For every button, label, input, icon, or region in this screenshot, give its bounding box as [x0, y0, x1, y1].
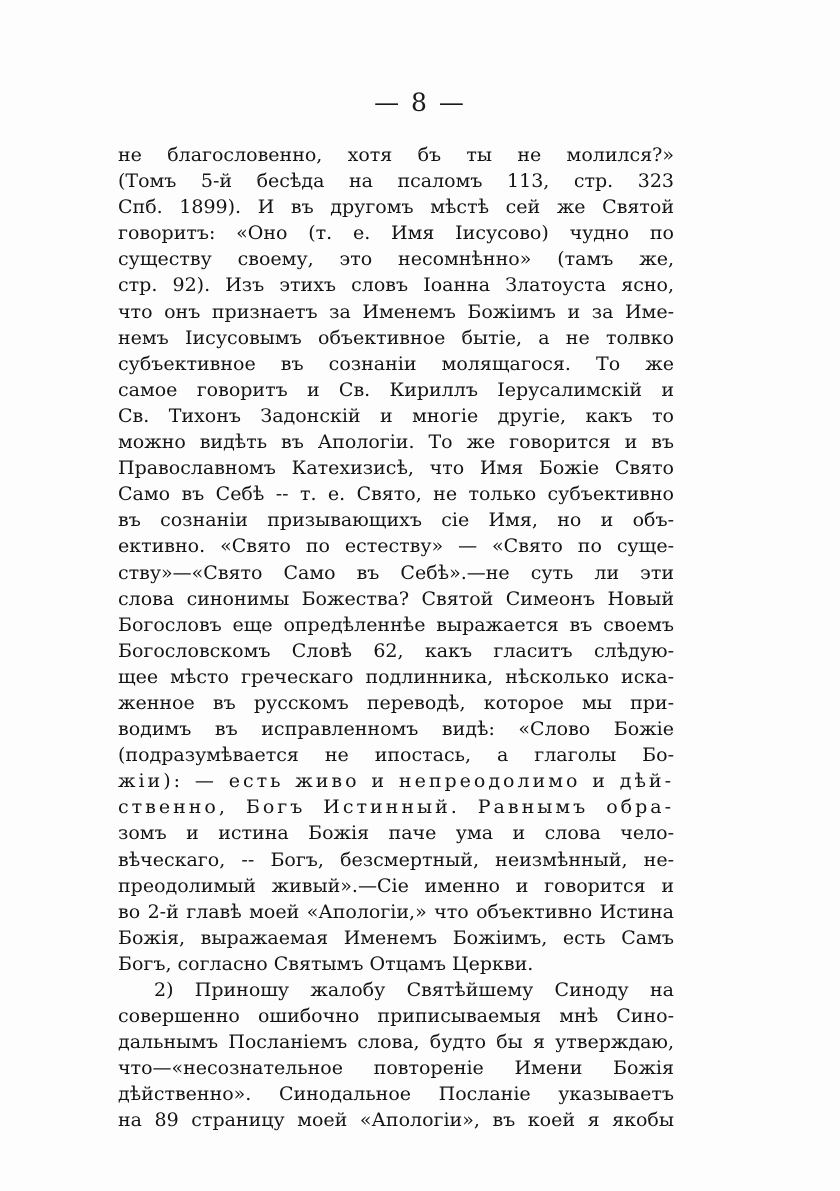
text-line: слова синонимы Божества? Святой Симеонъ Новый: [118, 587, 674, 610]
text-line: въ сознаніи призывающихъ сіе Имя, но и объ-: [118, 509, 674, 532]
text-line: (Томъ 5-й бесѣда на псаломъ 113, стр. 323: [118, 170, 674, 193]
text-line: во 2-й главѣ моей «Апологіи,» что объективно Истина: [118, 900, 674, 923]
text-line: можно видѣть въ Апологіи. То же говорится и въ: [118, 431, 674, 454]
text-line: жіи): — есть живо и непреодолимо и дѣй-: [118, 770, 674, 793]
text-line: преодолимый живый».—Сіе именно и говорится и: [118, 874, 674, 897]
text-line: на 89 страницу моей «Апологіи», въ коей я якобы: [118, 1109, 674, 1132]
text-line: ству»—«Свято Само въ Себѣ».—не суть ли эти: [118, 561, 674, 584]
text-line: Св. Тихонъ Задонскій и многіе другіе, какъ то: [118, 404, 674, 427]
text-line: что онъ признаетъ за Именемъ Божіимъ и за Име-: [118, 300, 674, 323]
text-line: Богъ, согласно Святымъ Отцамъ Церкви.: [118, 952, 534, 975]
text-line: Богословъ еще опредѣленнѣе выражается въ своемъ: [118, 613, 674, 636]
text-line: водимъ въ исправленномъ видѣ: «Слово Божіе: [118, 718, 674, 741]
text-line: Само въ Себѣ -- т. е. Свято, не только субъективно: [118, 483, 674, 506]
text-line: (подразумѣвается не ипостась, а глаголы Бо-: [118, 744, 674, 767]
text-line: совершенно ошибочно приписываемыя мнѣ Сино-: [118, 1005, 674, 1028]
text-line: дальнымъ Посланіемъ слова, будто бы я утверждаю,: [118, 1031, 674, 1054]
text-line: дѣйственно». Синодальное Посланіе указываетъ: [118, 1083, 674, 1106]
text-line: ственно, Богъ Истинный. Равнымъ обра-: [118, 796, 674, 819]
text-line: Спб. 1899). И въ другомъ мѣстѣ сей же Святой: [118, 196, 674, 219]
text-line: Православномъ Катехизисѣ, что Имя Божіе Свято: [118, 457, 674, 480]
text-line: существу своему, это несомнѣнно» (тамъ же,: [118, 248, 674, 271]
text-line: говоритъ: «Оно (т. е. Имя Іисусово) чудно по: [118, 222, 674, 245]
text-line: Божія, выражаемая Именемъ Божіимъ, есть Самъ: [118, 926, 674, 949]
page-number: — 8 —: [374, 88, 466, 117]
text-line: щее мѣсто греческаго подлинника, нѣсколько иска-: [118, 665, 674, 688]
text-line: женное въ русскомъ переводѣ, которое мы при-: [118, 691, 674, 714]
text-line: субъективное въ сознаніи молящагося. То же: [118, 352, 674, 375]
text-line: немъ Іисусовымъ объективное бытіе, а не толвко: [118, 326, 674, 349]
text-line: самое говоритъ и Св. Кириллъ Іерусалимскій и: [118, 378, 674, 401]
text-line: ективно. «Свято по естеству» — «Свято по суще-: [118, 535, 674, 558]
text-line: стр. 92). Изъ этихъ словъ Іоанна Златоуста ясно,: [118, 274, 674, 297]
text-line: Богословскомъ Словѣ 62, какъ гласитъ слѣдую-: [118, 639, 674, 662]
text-line: не благословенно, хотя бъ ты не молился?»: [118, 144, 674, 166]
text-line: зомъ и истина Божія паче ума и слова чело-: [118, 822, 674, 845]
body-text: [118, 142, 674, 1134]
text-line: вѣческаго, -- Богъ, безсмертный, неизмѣнный, не-: [118, 848, 674, 871]
text-line: что—«несознательное повтореніе Имени Божія: [118, 1057, 674, 1080]
text-line: 2) Приношу жалобу Святѣйшему Синоду на: [154, 979, 674, 1001]
